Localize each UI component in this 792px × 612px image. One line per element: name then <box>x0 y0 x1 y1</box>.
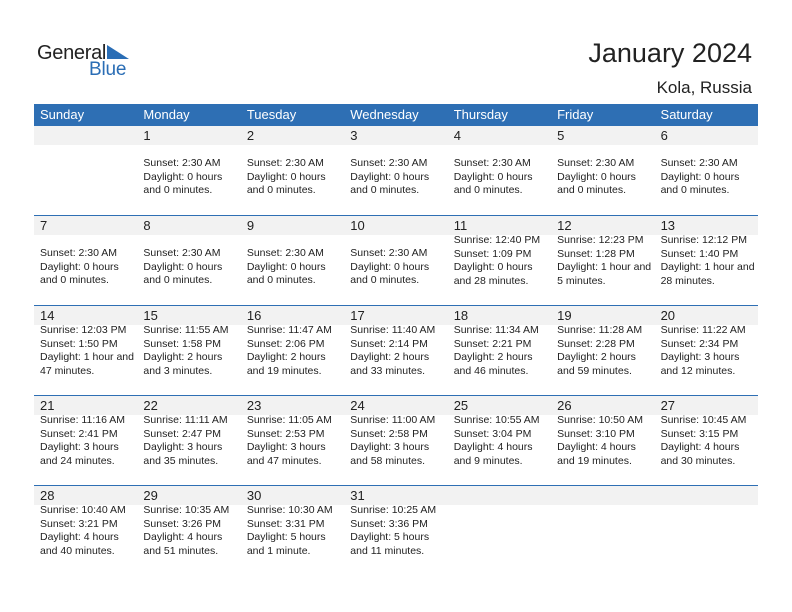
day-number: 29 <box>143 488 158 503</box>
day-cell <box>655 215 758 305</box>
sunrise-line: Sunrise: 11:34 AM <box>453 324 539 336</box>
sunset-line: Sunset: 2:30 AM <box>453 157 531 169</box>
daylight-line: and 11 minutes. <box>350 544 425 557</box>
day-info <box>40 504 135 558</box>
daylight-line: 47 minutes. <box>40 364 95 377</box>
day-cell <box>241 485 344 575</box>
day-cell <box>448 215 551 305</box>
daylight-line: Daylight: 0 hours <box>350 260 430 273</box>
daylight-line: Daylight: 3 hours <box>660 351 740 363</box>
daylight-line: and 0 minutes. <box>246 274 316 286</box>
day-info <box>247 247 342 288</box>
day-cell <box>241 305 344 395</box>
day-info <box>557 157 652 198</box>
sunrise-line: Sunrise: 10:45 AM <box>660 414 747 426</box>
sunset-line: Sunset: 2:14 PM <box>350 337 428 350</box>
sunset-line: Sunset: 2:30 AM <box>246 247 324 259</box>
sunset-line: Sunset: 3:10 PM <box>557 427 635 440</box>
daylight-line: Daylight: 1 hour and <box>40 351 134 363</box>
daylight-line: and 0 minutes. <box>143 274 213 286</box>
day-info <box>247 157 342 198</box>
daylight-line: and 19 minutes. <box>246 364 322 377</box>
sunset-line: Sunset: 3:31 PM <box>246 517 325 530</box>
day-info <box>40 247 135 288</box>
daylight-line: and 9 minutes. <box>453 454 523 467</box>
day-cell <box>137 395 240 485</box>
day-info <box>143 247 238 288</box>
day-number: 5 <box>557 128 565 143</box>
sunrise-line: Sunrise: 11:16 AM <box>40 414 126 426</box>
weekday-tuesday: Tuesday <box>246 107 297 122</box>
daylight-line: Daylight: 2 hours <box>350 351 430 363</box>
daylight-line: and 47 minutes. <box>246 454 322 467</box>
day-cell <box>551 485 654 575</box>
day-info <box>247 324 342 378</box>
day-cell <box>344 305 447 395</box>
daylight-line: Daylight: 3 hours <box>143 441 223 453</box>
weekday-friday: Friday <box>557 107 594 122</box>
daylight-line: Daylight: 4 hours <box>557 441 636 453</box>
daylight-line: Daylight: 4 hours <box>453 441 533 453</box>
daylight-line: and 0 minutes. <box>350 184 420 196</box>
daylight-line: and 0 minutes. <box>453 184 523 196</box>
daylight-line: Daylight: 0 hours <box>246 170 326 183</box>
daylight-line: and 24 minutes. <box>40 454 115 467</box>
logo-triangle-icon <box>107 45 129 59</box>
daylight-line: Daylight: 0 hours <box>660 170 740 183</box>
logo-text-blue: Blue <box>89 59 127 80</box>
day-info <box>247 414 342 468</box>
day-info <box>454 324 549 378</box>
sunset-line: Sunset: 2:30 AM <box>143 157 221 169</box>
day-number: 12 <box>557 218 572 233</box>
day-cell <box>551 125 654 215</box>
day-cell <box>448 305 551 395</box>
day-info <box>454 234 549 288</box>
daylight-line: and 0 minutes. <box>350 274 420 286</box>
sunset-line: Sunset: 1:09 PM <box>453 247 532 260</box>
weekday-thursday: Thursday <box>453 107 508 122</box>
sunset-line: Sunset: 1:58 PM <box>143 337 222 350</box>
day-number: 28 <box>40 488 55 503</box>
day-number: 8 <box>143 218 151 233</box>
day-info <box>661 157 756 198</box>
day-number: 10 <box>350 218 365 233</box>
day-cell <box>241 125 344 215</box>
sunset-line: Sunset: 2:30 AM <box>557 157 635 169</box>
day-cell <box>655 305 758 395</box>
page-title: January 2024 <box>588 38 752 68</box>
day-cell <box>551 395 654 485</box>
daylight-line: Daylight: 2 hours <box>557 351 636 363</box>
sunset-line: Sunset: 2:41 PM <box>40 427 118 440</box>
sunset-line: Sunset: 3:15 PM <box>660 427 739 440</box>
calendar-grid <box>34 104 758 575</box>
daylight-line: and 58 minutes. <box>350 454 425 467</box>
day-info <box>350 414 445 468</box>
day-cell <box>241 395 344 485</box>
daylight-line: 28 minutes. <box>660 274 715 287</box>
day-info <box>143 324 238 378</box>
daylight-line: Daylight: 0 hours <box>246 260 326 273</box>
sunset-line: Sunset: 3:26 PM <box>143 517 222 530</box>
daylight-line: and 35 minutes. <box>143 454 219 467</box>
sunset-line: Sunset: 2:53 PM <box>246 427 325 440</box>
location-subtitle: Kola, Russia <box>656 78 752 97</box>
daylight-line: Daylight: 0 hours <box>143 170 223 183</box>
daylight-line: Daylight: 4 hours <box>143 531 223 543</box>
day-number: 3 <box>350 128 358 143</box>
day-number: 26 <box>557 398 572 413</box>
day-number: 25 <box>453 398 469 413</box>
daylight-line: and 59 minutes. <box>557 364 632 377</box>
daylight-line: Daylight: 0 hours <box>453 170 533 183</box>
calendar-week <box>34 485 758 575</box>
day-info <box>350 324 445 378</box>
day-info <box>661 324 756 378</box>
sunrise-line: Sunrise: 12:03 PM <box>40 324 127 336</box>
daylight-line: 5 minutes. <box>557 274 606 287</box>
daylight-line: and 46 minutes. <box>453 364 529 377</box>
day-info <box>143 504 238 558</box>
sunrise-line: Sunrise: 10:35 AM <box>143 504 230 516</box>
day-number: 13 <box>660 218 676 233</box>
day-number: 30 <box>246 488 262 503</box>
daylight-line: Daylight: 1 hour and <box>660 261 755 273</box>
daylight-line: Daylight: 4 hours <box>660 441 740 453</box>
day-cell <box>34 485 137 575</box>
sunset-line: Sunset: 2:58 PM <box>350 427 428 440</box>
sunset-line: Sunset: 2:30 AM <box>40 247 118 259</box>
daylight-line: Daylight: 0 hours <box>40 260 119 273</box>
daylight-line: and 28 minutes. <box>453 274 529 287</box>
sunset-line: Sunset: 2:28 PM <box>557 337 635 350</box>
day-number: 23 <box>246 398 262 413</box>
day-number: 1 <box>143 128 151 143</box>
daylight-line: Daylight: 1 hour and <box>557 261 652 273</box>
day-cell <box>655 125 758 215</box>
day-cell <box>137 305 240 395</box>
day-info <box>661 234 756 288</box>
daylight-line: Daylight: 0 hours <box>557 170 636 183</box>
daylight-line: and 33 minutes. <box>350 364 425 377</box>
day-cell <box>34 305 137 395</box>
day-cell <box>344 125 447 215</box>
day-number: 4 <box>453 128 461 143</box>
day-info <box>350 157 445 198</box>
sunrise-line: Sunrise: 11:22 AM <box>660 324 746 336</box>
day-info <box>557 414 652 468</box>
day-number: 20 <box>660 308 676 323</box>
sunset-line: Sunset: 2:47 PM <box>143 427 222 440</box>
sunrise-line: Sunrise: 12:23 PM <box>557 234 644 246</box>
day-number: 17 <box>350 308 365 323</box>
day-info <box>350 247 445 288</box>
day-cell <box>241 215 344 305</box>
day-number: 22 <box>143 398 158 413</box>
sunrise-line: Sunrise: 11:47 AM <box>246 324 332 336</box>
weekday-header <box>34 104 758 125</box>
sunset-line: Sunset: 3:21 PM <box>40 517 118 530</box>
day-cell <box>655 485 758 575</box>
sunrise-line: Sunrise: 12:12 PM <box>660 234 747 246</box>
daylight-line: Daylight: 3 hours <box>40 441 119 453</box>
daylight-line: Daylight: 2 hours <box>246 351 326 363</box>
daylight-line: and 3 minutes. <box>143 364 213 377</box>
sunrise-line: Sunrise: 11:28 AM <box>557 324 643 336</box>
sunrise-line: Sunrise: 12:40 PM <box>453 234 541 246</box>
sunset-line: Sunset: 2:21 PM <box>453 337 532 350</box>
weekday-wednesday: Wednesday <box>350 107 419 122</box>
daylight-line: Daylight: 5 hours <box>350 531 430 543</box>
daylight-line: Daylight: 3 hours <box>350 441 430 453</box>
daylight-line: Daylight: 0 hours <box>453 261 533 273</box>
day-info <box>40 324 135 378</box>
weekday-saturday: Saturday <box>660 107 713 122</box>
sunset-line: Sunset: 1:28 PM <box>557 247 635 260</box>
daylight-line: Daylight: 0 hours <box>350 170 430 183</box>
day-cell <box>137 485 240 575</box>
day-number: 18 <box>453 308 469 323</box>
weekday-sunday: Sunday <box>40 107 85 122</box>
day-cell <box>344 395 447 485</box>
day-number: 21 <box>40 398 55 413</box>
sunset-line: Sunset: 2:30 AM <box>246 157 324 169</box>
sunrise-line: Sunrise: 11:00 AM <box>350 414 436 426</box>
daylight-line: Daylight: 2 hours <box>143 351 223 363</box>
day-number: 24 <box>350 398 365 413</box>
daylight-line: and 0 minutes. <box>557 184 627 196</box>
day-info <box>40 414 135 468</box>
day-cell <box>34 215 137 305</box>
day-info <box>454 157 549 198</box>
sunrise-line: Sunrise: 10:40 AM <box>40 504 126 516</box>
day-cell <box>137 125 240 215</box>
day-number: 27 <box>660 398 676 413</box>
day-number: 11 <box>453 218 468 233</box>
calendar-week <box>34 305 758 395</box>
sunset-line: Sunset: 2:34 PM <box>660 337 739 350</box>
day-number: 7 <box>40 218 48 233</box>
daylight-line: and 0 minutes. <box>660 184 730 196</box>
day-info <box>350 504 445 558</box>
sunrise-line: Sunrise: 11:55 AM <box>143 324 229 336</box>
sunrise-line: Sunrise: 10:50 AM <box>557 414 643 426</box>
sunrise-line: Sunrise: 11:05 AM <box>246 414 332 426</box>
day-info <box>661 414 756 468</box>
daylight-line: and 40 minutes. <box>40 544 115 557</box>
generalblue-logo <box>37 42 137 82</box>
sunset-line: Sunset: 1:50 PM <box>40 337 118 350</box>
day-info <box>454 414 549 468</box>
sunset-line: Sunset: 2:06 PM <box>246 337 325 350</box>
weekday-monday: Monday <box>143 107 190 122</box>
sunset-line: Sunset: 2:30 AM <box>660 157 738 169</box>
daylight-line: and 30 minutes. <box>660 454 736 467</box>
daylight-line: Daylight: 5 hours <box>246 531 326 543</box>
daylight-line: and 1 minute. <box>246 544 311 557</box>
calendar-week <box>34 395 758 485</box>
day-number: 6 <box>660 128 668 143</box>
day-number: 31 <box>350 488 365 503</box>
logo-text-general: General <box>37 42 107 64</box>
day-cell <box>448 125 551 215</box>
day-info <box>143 414 238 468</box>
sunrise-line: Sunrise: 10:30 AM <box>246 504 333 516</box>
sunset-line: Sunset: 2:30 AM <box>350 247 428 259</box>
daylight-line: and 0 minutes. <box>40 274 109 286</box>
sunset-line: Sunset: 2:30 AM <box>143 247 221 259</box>
daylight-line: Daylight: 4 hours <box>40 531 119 543</box>
day-number: 2 <box>246 128 255 143</box>
day-cell <box>448 395 551 485</box>
day-info <box>557 324 652 378</box>
sunset-line: Sunset: 3:04 PM <box>453 427 532 440</box>
daylight-line: and 0 minutes. <box>143 184 213 196</box>
day-cell <box>551 215 654 305</box>
sunrise-line: Sunrise: 11:40 AM <box>350 324 436 336</box>
sunrise-line: Sunrise: 10:55 AM <box>453 414 540 426</box>
sunset-line: Sunset: 3:36 PM <box>350 517 428 530</box>
day-cell <box>137 215 240 305</box>
day-cell <box>448 485 551 575</box>
day-cell <box>344 215 447 305</box>
day-info <box>143 157 238 198</box>
day-cell <box>34 395 137 485</box>
calendar-week <box>34 125 758 215</box>
sunrise-line: Sunrise: 11:11 AM <box>143 414 228 426</box>
calendar-week <box>34 215 758 305</box>
daylight-line: Daylight: 2 hours <box>453 351 533 363</box>
daylight-line: and 19 minutes. <box>557 454 632 467</box>
day-cell <box>551 305 654 395</box>
daylight-line: Daylight: 3 hours <box>246 441 326 453</box>
sunset-line: Sunset: 1:40 PM <box>660 247 739 260</box>
daylight-line: and 51 minutes. <box>143 544 219 557</box>
daylight-line: Daylight: 0 hours <box>143 260 223 273</box>
day-number: 19 <box>557 308 572 323</box>
sunrise-line: Sunrise: 10:25 AM <box>350 504 437 516</box>
day-info <box>557 234 652 288</box>
day-cell <box>655 395 758 485</box>
day-number: 15 <box>143 308 158 323</box>
daylight-line: and 12 minutes. <box>660 364 736 377</box>
day-info <box>247 504 342 558</box>
day-cell <box>344 485 447 575</box>
day-number: 9 <box>246 218 255 233</box>
day-number: 16 <box>246 308 262 323</box>
daylight-line: and 0 minutes. <box>246 184 316 196</box>
day-number: 14 <box>40 308 55 323</box>
day-cell <box>34 125 137 215</box>
calendar-weeks <box>34 125 758 575</box>
sunset-line: Sunset: 2:30 AM <box>350 157 428 169</box>
